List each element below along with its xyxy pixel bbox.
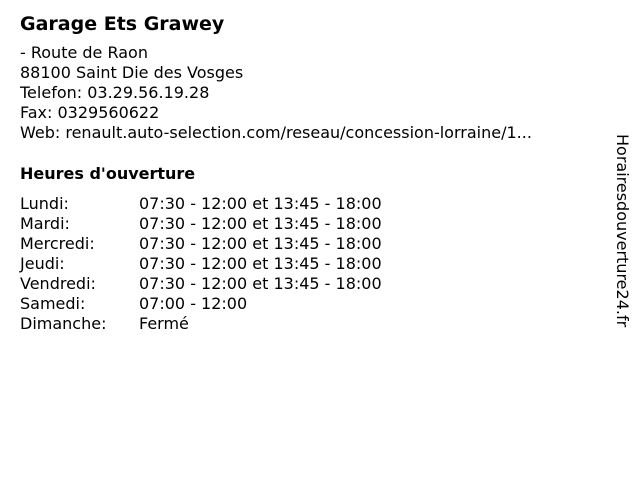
website-link[interactable]: Web: renault.auto-selection.com/reseau/concession-lorraine/1... [20, 123, 532, 142]
day-hours: 07:30 - 12:00 et 13:45 - 18:00 [139, 194, 382, 213]
city-address: 88100 Saint Die des Vosges [20, 63, 244, 82]
day-label: Vendredi: [20, 274, 96, 293]
day-label: Mercredi: [20, 234, 95, 253]
day-label: Samedi: [20, 294, 86, 313]
day-hours: 07:30 - 12:00 et 13:45 - 18:00 [139, 214, 382, 233]
site-watermark: Horairesdouverture24.fr [613, 134, 632, 328]
day-hours: 07:30 - 12:00 et 13:45 - 18:00 [139, 254, 382, 273]
day-label: Lundi: [20, 194, 69, 213]
day-label: Jeudi: [20, 254, 65, 273]
day-hours: Fermé [139, 314, 189, 333]
day-hours: 07:30 - 12:00 et 13:45 - 18:00 [139, 274, 382, 293]
business-info [20, 43, 532, 143]
opening-hours-heading: Heures d'ouverture [20, 164, 196, 183]
day-label: Mardi: [20, 214, 70, 233]
day-label: Dimanche: [20, 314, 107, 333]
day-hours: 07:00 - 12:00 [139, 294, 248, 313]
street-address: - Route de Raon [20, 43, 148, 62]
fax-number: Fax: 0329560622 [20, 103, 160, 122]
day-hours: 07:30 - 12:00 et 13:45 - 18:00 [139, 234, 382, 253]
phone-number: Telefon: 03.29.56.19.28 [20, 83, 210, 102]
business-name: Garage Ets Grawey [20, 13, 225, 35]
